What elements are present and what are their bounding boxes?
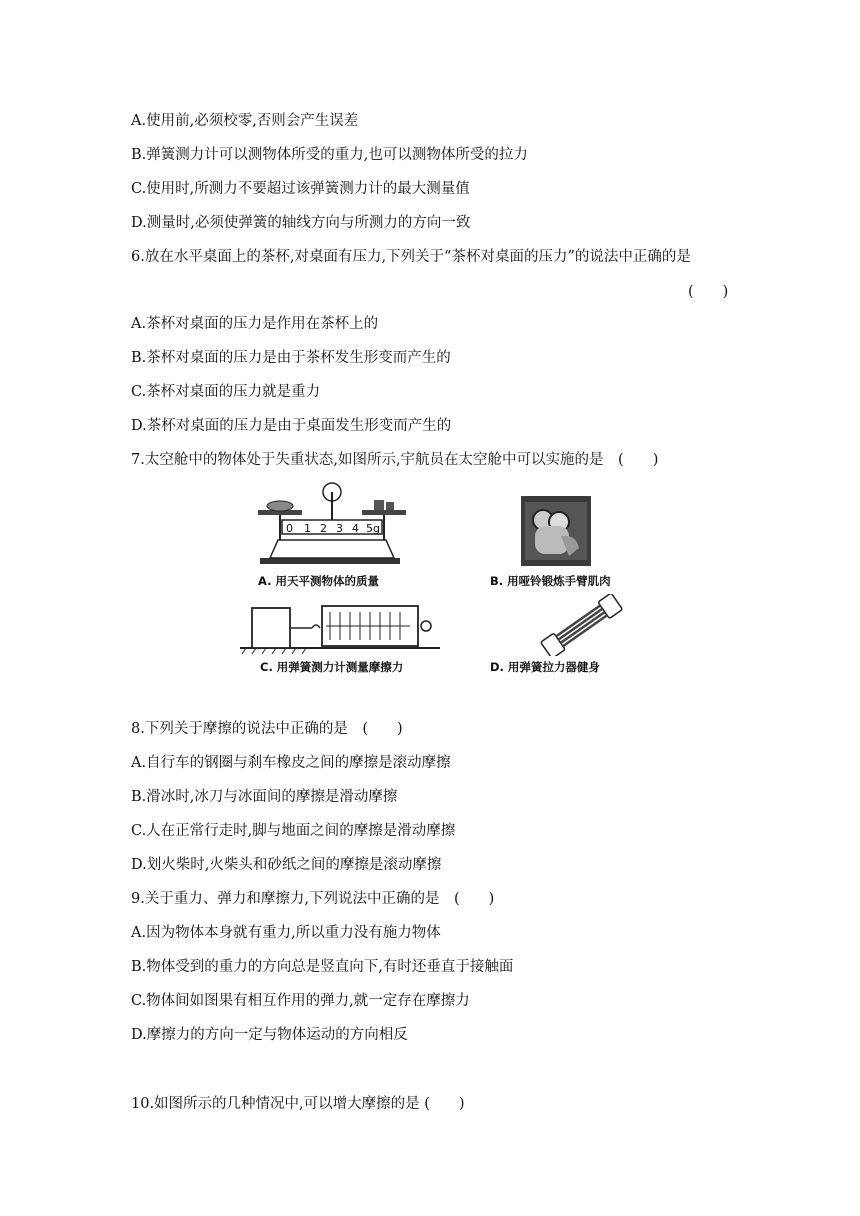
q9-option-a: A.因为物体本身就有重力,所以重力没有施力物体	[131, 925, 441, 941]
q7-caption-b: B. 用哑铃锻炼手臂肌肉	[490, 574, 611, 588]
spring-scale-friction-figure	[240, 598, 440, 654]
q10-stem: 10.如图所示的几种情况中,可以增大摩擦的是 ( )	[131, 1096, 465, 1112]
q6-option-a: A.茶杯对桌面的压力是作用在茶杯上的	[131, 316, 379, 332]
q5-option-d: D.测量时,必须使弹簧的轴线方向与所测力的方向一致	[131, 215, 471, 231]
q7-caption-c: C. 用弹簧测力计测量摩擦力	[260, 660, 404, 674]
dumbbell-photo	[521, 496, 591, 566]
q8-option-d: D.划火柴时,火柴头和砂纸之间的摩擦是滚动摩擦	[131, 857, 442, 873]
scale-number-2: 2	[320, 522, 327, 535]
scale-number-5g: 5g	[366, 522, 380, 535]
scale-number-1: 1	[304, 522, 311, 535]
q7-caption-d: D. 用弹簧拉力器健身	[490, 660, 600, 674]
q6-stem: 6.放在水平桌面上的茶杯,对桌面有压力,下列关于“茶杯对桌面的压力”的说法中正确的是	[131, 249, 691, 265]
q5-option-a: A.使用前,必须校零,否则会产生误差	[131, 113, 359, 129]
q7-caption-a: A. 用天平测物体的质量	[258, 574, 379, 588]
q6-answer-paren: ( )	[688, 284, 729, 300]
scale-number-4: 4	[352, 522, 359, 535]
q8-option-c: C.人在正常行走时,脚与地面之间的摩擦是滑动摩擦	[131, 823, 456, 839]
q5-option-c: C.使用时,所测力不要超过该弹簧测力计的最大测量值	[131, 181, 470, 197]
q6-option-d: D.茶杯对桌面的压力是由于桌面发生形变而产生的	[131, 418, 452, 434]
spring-exerciser-figure	[536, 594, 626, 656]
q8-stem: 8.下列关于摩擦的说法中正确的是 ( )	[131, 721, 403, 737]
balance-scale-figure	[252, 480, 412, 570]
q5-option-b: B.弹簧测力计可以测物体所受的重力,也可以测物体所受的拉力	[131, 147, 528, 163]
q8-option-b: B.滑冰时,冰刀与冰面间的摩擦是滑动摩擦	[131, 789, 398, 805]
scale-number-0: 0	[286, 522, 293, 535]
q9-option-b: B.物体受到的重力的方向总是竖直向下,有时还垂直于接触面	[131, 959, 514, 975]
q7-stem: 7.太空舱中的物体处于失重状态,如图所示,宇航员在太空舱中可以实施的是 ( )	[131, 452, 659, 468]
q8-option-a: A.自行车的钢圈与刹车橡皮之间的摩擦是滚动摩擦	[131, 755, 451, 771]
q6-option-b: B.茶杯对桌面的压力是由于茶杯发生形变而产生的	[131, 350, 451, 366]
scale-number-3: 3	[336, 522, 343, 535]
q6-option-c: C.茶杯对桌面的压力就是重力	[131, 384, 321, 400]
q9-option-c: C.物体间如图果有相互作用的弹力,就一定存在摩擦力	[131, 993, 470, 1009]
q9-stem: 9.关于重力、弹力和摩擦力,下列说法中正确的是 ( )	[131, 891, 495, 907]
q9-option-d: D.摩擦力的方向一定与物体运动的方向相反	[131, 1027, 408, 1043]
